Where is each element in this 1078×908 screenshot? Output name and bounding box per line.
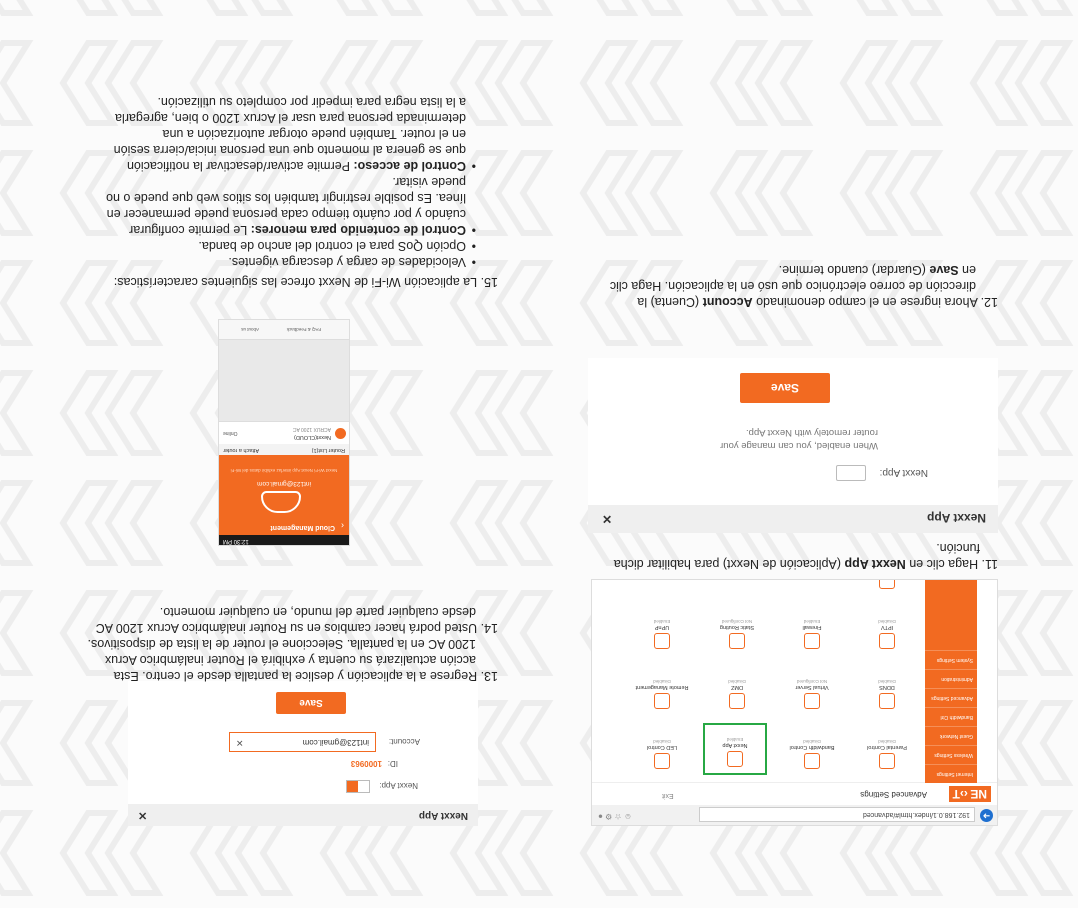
tile-icon (804, 693, 820, 709)
router-name: Nexxt(CLOUD) (294, 434, 331, 440)
tile-icon (879, 693, 895, 709)
tile-name: DMZ (731, 684, 743, 690)
dialog-a-titlebar (588, 505, 998, 533)
address-bar[interactable]: 192.168.0.1/index.html#/advanced (699, 807, 975, 822)
tile-name: Bandwidth Control (789, 744, 835, 750)
tile-name: IPTV (880, 624, 894, 630)
settings-tile[interactable] (707, 607, 767, 655)
settings-tile[interactable] (857, 727, 917, 775)
tile-name: Firewall (802, 624, 822, 630)
status-time: 12:30 PM (223, 538, 249, 544)
tile-status: Disabled (878, 679, 896, 684)
clear-icon[interactable]: ✕ (236, 738, 244, 748)
nexxt-app-dialog-enable (588, 358, 998, 533)
account-input-value: int123@gmail.com (302, 738, 369, 747)
feature-speeds: • Velocidades de carga y descarga vigentes. (58, 254, 476, 270)
feature-access-control: • Control de acceso: Permite activar/desactivar la notificación (58, 158, 476, 174)
account-note: Nexxt Wi-Fi Nexxt App interfaz exhibir datos del Wi-Fi (230, 468, 338, 473)
sidebar-item[interactable]: Administration (925, 669, 977, 688)
tile-icon (879, 579, 895, 589)
router-row[interactable] (219, 421, 349, 444)
close-icon[interactable]: ✕ (138, 809, 148, 821)
sidebar-item[interactable]: Advanced Settings (925, 688, 977, 707)
step-12: 12. Ahora ingrese en el campo denominado Account (Cuenta) la dirección de correo electrónico que usó en la aplicación. Haga clic en Save (Guardar) cuando termine. (609, 263, 998, 309)
feature-parental-control: • Control de contenido para menores: Le permite configurar (58, 222, 476, 238)
settings-tile[interactable] (857, 667, 917, 715)
close-icon[interactable]: ✕ (602, 512, 613, 526)
sidebar-item[interactable]: Guest Network (925, 726, 977, 745)
id-label: ID: (387, 759, 398, 768)
tile-status: Enabled (653, 619, 671, 624)
settings-tile[interactable] (782, 727, 842, 775)
settings-tile[interactable] (703, 723, 767, 775)
settings-tile[interactable] (632, 667, 692, 715)
id-value: 1000963 (350, 759, 382, 768)
settings-tile[interactable] (632, 607, 692, 655)
exit-link[interactable]: Exit (662, 792, 674, 799)
step-13: 13. Regrese a la aplicación y deslice la pantalla desde el centro. Esta acción actualizará su cuenta y exhibirá el Router inalámbrico Acrux 1200 AC en la pantalla. Seleccione el router de la lista de dispositivos. (87, 637, 498, 683)
phone-bottom-tabs (219, 319, 349, 340)
router-list-header (219, 443, 349, 455)
toggle-label: Nexxt App: (879, 467, 928, 478)
tile-icon (804, 633, 820, 649)
sidebar-item[interactable]: Bandwidth Ctrl (925, 707, 977, 726)
tile-icon (879, 633, 895, 649)
tile-status: Disabled (653, 739, 671, 744)
back-arrow-icon[interactable]: ‹ (341, 521, 344, 531)
feature-qos: • Opción QoS para el control del ancho de banda. (58, 238, 476, 254)
router-status: Online (223, 430, 238, 436)
sidebar-item[interactable]: Wireless Settings (925, 745, 977, 764)
settings-tile[interactable] (857, 579, 917, 595)
router-model: ACRUX 1200 AC (292, 426, 331, 432)
save-button[interactable]: Save (276, 692, 346, 714)
attach-router-link[interactable]: Attach a router (223, 447, 260, 453)
save-button[interactable]: Save (740, 373, 830, 403)
step-11: 11. Haga clic en Nexxt App (Aplicación de Nexxt) para habilitar dicha función. (613, 541, 998, 571)
tile-icon (804, 753, 820, 769)
tile-status: Not Configured (796, 679, 828, 684)
settings-tile[interactable] (782, 667, 842, 715)
router-list-title: Router List(1) (311, 447, 345, 453)
settings-tile[interactable] (632, 727, 692, 775)
sidebar-list (925, 650, 977, 783)
tile-status: Enabled (803, 619, 821, 624)
tile-icon (729, 693, 745, 709)
tile-name: DDNS (879, 684, 895, 690)
tab-faq[interactable]: FAQ & Feedback (286, 327, 321, 332)
hint-line-1: When enabled, you can manage your (720, 440, 878, 451)
cloud-icon (261, 491, 301, 513)
phone-status-bar (219, 535, 349, 545)
tile-icon (654, 633, 670, 649)
nexxt-app-toggle[interactable] (836, 465, 866, 481)
dialog-b-titlebar (128, 804, 478, 826)
tile-name: LED Control (647, 744, 677, 750)
cloud-header (219, 455, 349, 535)
tile-status: Disabled (728, 679, 746, 684)
sidebar-item[interactable]: System Settings (925, 650, 977, 669)
tile-icon (727, 751, 743, 767)
tile-status: Not Configured (721, 619, 753, 624)
back-icon[interactable]: ➜ (980, 809, 993, 822)
nexxt-app-toggle[interactable] (346, 780, 370, 793)
tile-status: Enabled (726, 737, 744, 742)
hint-line-2: router remotely with Nexxt App. (746, 427, 878, 438)
nexxt-logo: NE ‹›T (949, 786, 991, 802)
settings-tiles-grid (597, 585, 917, 775)
browser-screenshot (591, 579, 998, 826)
settings-tile[interactable] (857, 607, 917, 655)
dialog-b-title: Nexxt App (418, 810, 468, 821)
tile-icon (879, 753, 895, 769)
app-header (592, 782, 997, 805)
tile-status: Disabled (653, 679, 671, 684)
account-email: int123@gmail.com (257, 480, 311, 487)
step-15: 15. La aplicación Wi-Fi de Nexxt ofrece las siguientes características: • Velocidades de carga y descarga vigentes. • Opción QoS para el control del ancho de banda. • Control de contenido para menores: Le permite configurar cuándo y por cuánto tiempo cada persona puede permanecer en línea. Es posible restringir también los sitios web que puede o no puede visitar. • Control de acceso: Permite activar/desactivar la notificación que se genera al momento que una persona inicia/cierra sesión en el router. También puede otorgar autorización a una determinada persona para usar el Acrux 1200 o bien, agregarla a la lista negra para impedir por completo su utilización. (58, 94, 498, 290)
tile-icon (654, 753, 670, 769)
phone-screenshot (218, 319, 350, 546)
router-icon (335, 428, 346, 439)
tile-icon (729, 633, 745, 649)
step-14: 14. Usted podrá hacer cambios en su Router inalámbrico Acrux 1200 AC desde cualquier parte del mundo, en cualquier momento. (95, 605, 498, 635)
cloud-header-title: Cloud Management (270, 524, 335, 531)
account-input[interactable] (229, 732, 376, 752)
settings-sidebar (925, 580, 977, 783)
tile-name: Nexxt App (722, 742, 748, 748)
tile-status: Disabled (878, 739, 896, 744)
tile-status: Disabled (803, 739, 821, 744)
settings-tile[interactable] (782, 607, 842, 655)
advanced-settings-title: Advanced Settings (860, 790, 927, 799)
tile-name: UPnP (654, 624, 670, 630)
tile-name: Static Routing (719, 624, 755, 630)
tile-icon (654, 693, 670, 709)
sidebar-item[interactable]: Internet Settings (925, 764, 977, 783)
account-label: Account: (388, 737, 420, 746)
tile-name: Remote Management (635, 684, 689, 690)
tile-name: Parental Control (867, 744, 907, 750)
tile-status: Disabled (878, 619, 896, 624)
browser-toolbar (592, 804, 997, 825)
tile-name: Virtual Server (795, 684, 829, 690)
tab-about[interactable]: About us (241, 327, 259, 332)
settings-tile[interactable] (707, 667, 767, 715)
browser-tab-icons: ☺ ☆ ⚙ ● (598, 812, 633, 821)
dialog-a-title: Nexxt App (927, 511, 986, 525)
toggle-label: Nexxt App: (379, 781, 418, 790)
nexxt-app-dialog-account (128, 681, 478, 826)
